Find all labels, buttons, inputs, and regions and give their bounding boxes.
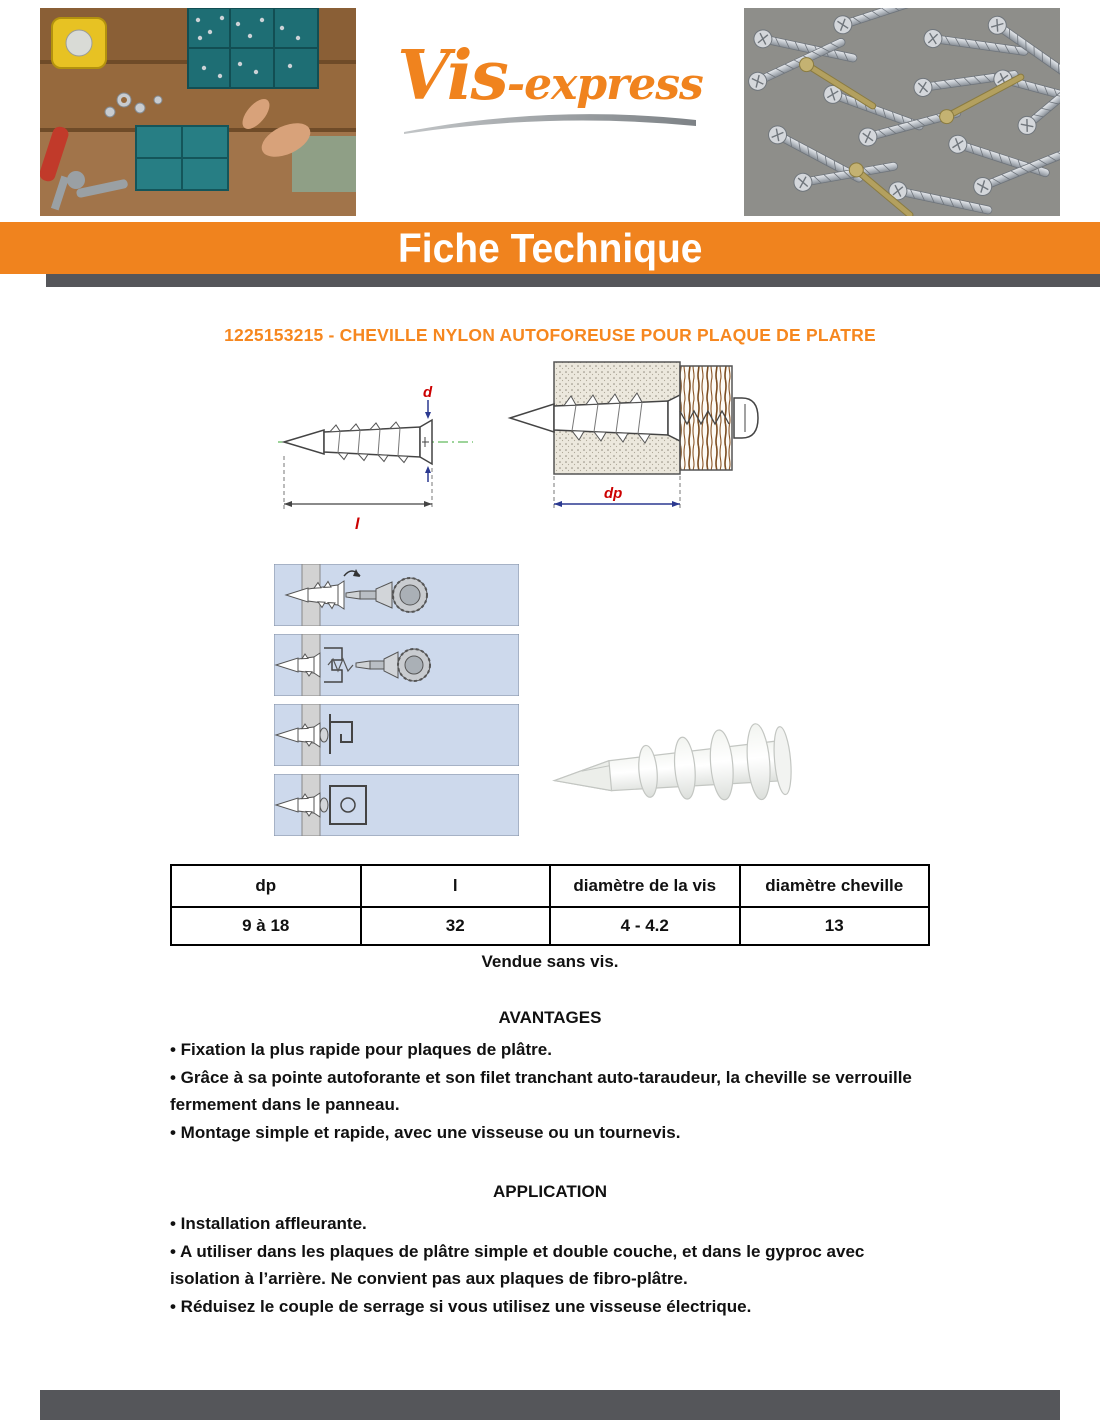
advantage-item-3: • Montage simple et rapide, avec une visseuse ou un tournevis. — [170, 1122, 681, 1142]
screws-photo-image — [744, 8, 1060, 216]
spec-value-dp: 9 à 18 — [171, 907, 361, 945]
product-render-image — [540, 700, 810, 840]
installation-steps — [274, 564, 519, 836]
logo-text — [397, 36, 703, 116]
installation-step-2 — [274, 634, 519, 696]
dimension-label-dp: dp — [604, 485, 623, 502]
content-area — [170, 864, 930, 1320]
spec-header-dp: dp — [171, 865, 361, 907]
spec-table-value-row — [171, 907, 929, 945]
dimension-diagram — [278, 382, 473, 544]
banner-shadow-bar — [46, 274, 1100, 287]
advantage-item-2: • Grâce à sa pointe autoforante et son filet tranchant auto-taraudeur, la cheville se verrouille fermement dans le panneau. — [170, 1067, 912, 1115]
spec-value-l: 32 — [361, 907, 551, 945]
banner-title: Fiche Technique — [397, 225, 703, 271]
workbench-photo — [40, 8, 356, 216]
spec-header-l: l — [361, 865, 551, 907]
product-title: 1225153215 - CHEVILLE NYLON AUTOFOREUSE POUR PLAQUE DE PLATRE — [224, 325, 876, 345]
application-section — [170, 1182, 930, 1320]
sold-without-screw-note: Vendue sans vis. — [481, 952, 619, 971]
dimension-label-l: l — [355, 516, 360, 533]
spec-table-header-row — [171, 865, 929, 907]
header — [0, 0, 1100, 222]
spec-table — [170, 864, 930, 946]
application-item-2: • A utiliser dans les plaques de plâtre simple et double couche, et dans le gyproc avec isolation à l’arrière. Ne convient pas aux plaques de fibro-plâtre. — [170, 1241, 865, 1289]
spec-header-cheville-diameter: diamètre cheville — [740, 865, 930, 907]
advantages-section — [170, 1008, 930, 1146]
screws-photo — [744, 8, 1060, 216]
advantages-title: AVANTAGES — [498, 1008, 602, 1027]
workbench-photo-image — [40, 8, 356, 216]
footer-bar — [40, 1390, 1060, 1420]
installation-step-1 — [274, 564, 519, 626]
installation-step-3 — [274, 704, 519, 766]
spec-header-vis-diameter: diamètre de la vis — [550, 865, 740, 907]
brand-logo — [356, 36, 744, 138]
logo-text-suffix: -express — [506, 59, 703, 110]
logo-swoosh — [400, 112, 700, 138]
figures-area — [0, 352, 1100, 864]
spec-value-vis-diameter: 4 - 4.2 — [550, 907, 740, 945]
installed-diagram — [498, 358, 783, 533]
application-title: APPLICATION — [493, 1182, 607, 1202]
dimension-label-d: d — [423, 384, 433, 401]
advantage-item-1: • Fixation la plus rapide pour plaques de plâtre. — [170, 1040, 552, 1059]
logo-text-main: Vis — [397, 36, 507, 116]
installation-step-4 — [274, 774, 519, 836]
application-item-1: • Installation affleurante. — [170, 1214, 367, 1234]
spec-value-cheville-diameter: 13 — [740, 907, 930, 945]
application-item-3: • Réduisez le couple de serrage si vous utilisez une visseuse électrique. — [170, 1296, 752, 1316]
banner — [0, 222, 1100, 274]
